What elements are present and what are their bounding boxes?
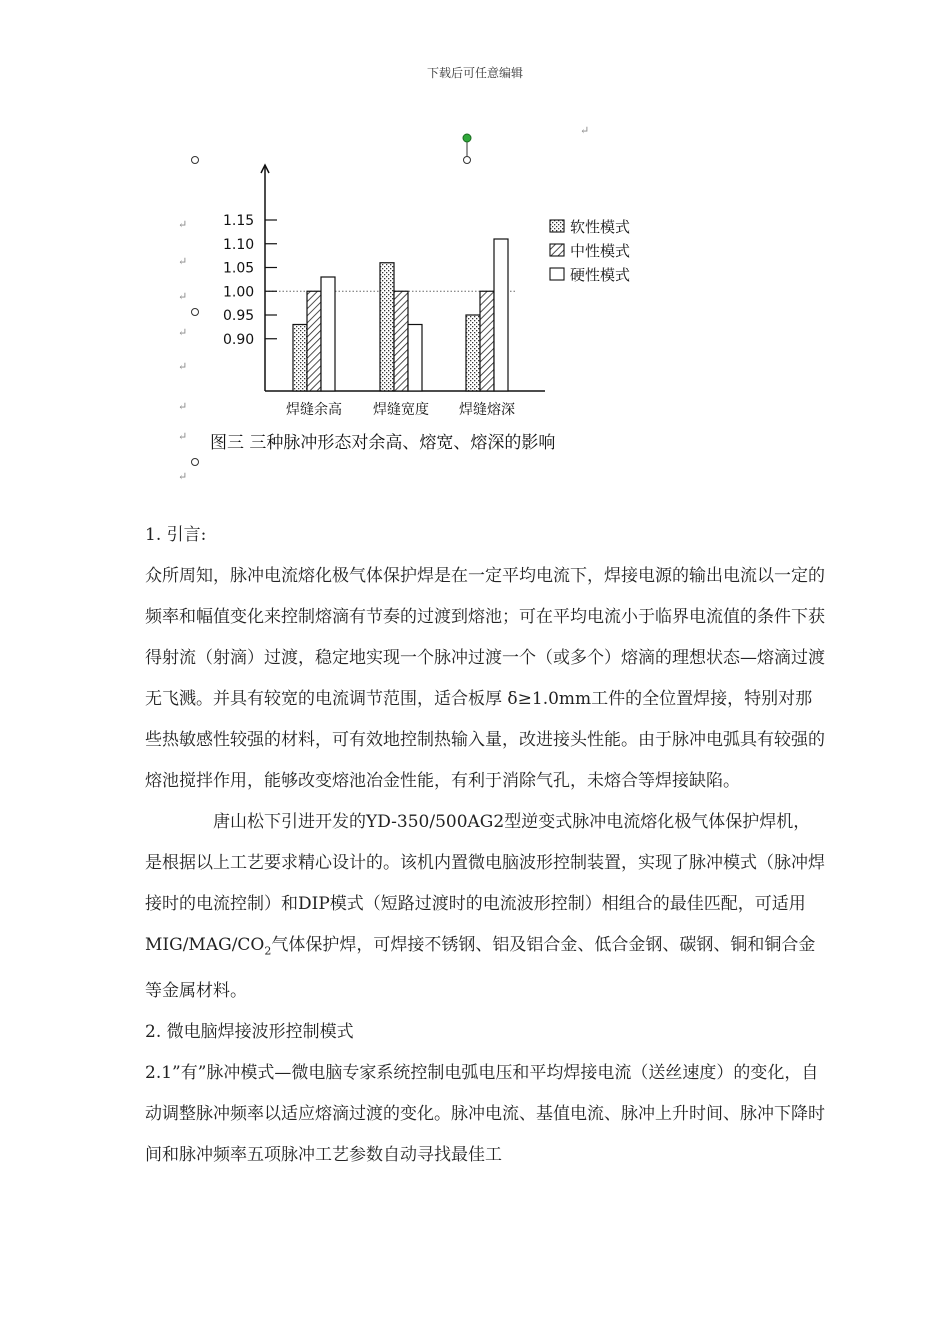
return-mark: ↵ bbox=[580, 124, 590, 137]
resize-handle-icon bbox=[192, 157, 199, 164]
return-mark: ↵ bbox=[178, 470, 188, 483]
legend-swatch bbox=[550, 268, 564, 280]
legend-swatch bbox=[550, 244, 564, 256]
chart-title: 图三 三种脉冲形态对余高、熔宽、熔深的影响 bbox=[210, 433, 556, 453]
bar-2-2 bbox=[394, 291, 408, 391]
return-mark: ↵ bbox=[178, 255, 188, 268]
paragraph-2 bbox=[145, 802, 825, 1012]
legend-label: 硬性模式 bbox=[570, 266, 631, 284]
paragraph-2-subscript: 2 bbox=[264, 944, 272, 958]
category-label: 焊缝余高 bbox=[286, 402, 342, 418]
y-tick-label: 1.05 bbox=[223, 260, 255, 277]
bar-1-1 bbox=[293, 325, 307, 392]
paragraph-3: 2.1”有”脉冲模式—微电脑专家系统控制电弧电压和平均焊接电流（送丝速度）的变化，自动调整脉冲频率以适应熔滴过渡的变化。脉冲电流、基值电流、脉冲上升时间、脉冲下降时间和脉冲频率五项脉冲工艺参数自动寻找最佳工 bbox=[145, 1063, 825, 1166]
y-tick-label: 0.90 bbox=[223, 331, 255, 348]
paragraph-1: 众所周知，脉冲电流熔化极气体保护焊是在一定平均电流下，焊接电源的输出电流以一定的频率和幅值变化来控制熔滴有节奏的过渡到熔池；可在平均电流小于临界电流值的条件下获得射流（射滴）过渡，稳定地实现一个脉冲过渡一个（或多个）熔滴的理想状态—熔滴过渡无飞溅。并具有较宽的电流调节范围，适合板厚 δ≥1.0mm工件的全位置焊接，特别对那些热敏感性较强的材料，可有效地控制热输入量，改进接头性能。由于脉冲电弧具有较强的熔池搅拌作用，能够改变熔池冶金性能，有利于消除气孔，未熔合等焊接缺陷。 bbox=[145, 566, 825, 791]
paragraph-2-text-a: 唐山松下引进开发的YD-350/500AG2型逆变式脉冲电流熔化极气体保护焊机，是根据以上工艺要求精心设计的。该机内置微电脑波形控制装置，实现了脉冲模式（脉冲焊接时的电流控制）和DIP模式（短路过渡时的电流波形控制）相组合的最佳匹配，可适用MIG/MAG/CO bbox=[145, 812, 825, 955]
legend-swatch bbox=[550, 220, 564, 232]
heading-intro: 1. 引言: bbox=[145, 525, 207, 545]
heading-waveform-control: 2. 微电脑焊接波形控制模式 bbox=[145, 1022, 354, 1043]
y-tick-label: 0.95 bbox=[223, 308, 255, 324]
category-label: 焊缝熔深 bbox=[459, 402, 515, 418]
return-mark: ↵ bbox=[178, 326, 188, 339]
y-tick-label: 1.10 bbox=[223, 236, 255, 253]
category-label: 焊缝宽度 bbox=[373, 402, 429, 418]
figure-chart bbox=[170, 120, 665, 490]
rotate-handle-icon bbox=[463, 134, 471, 142]
resize-handle-icon bbox=[464, 157, 471, 164]
bar-chart bbox=[170, 120, 665, 490]
bar-3-1 bbox=[321, 277, 335, 391]
legend-label: 中性模式 bbox=[570, 242, 631, 260]
return-mark: ↵ bbox=[178, 218, 188, 231]
return-mark: ↵ bbox=[178, 360, 188, 373]
return-mark: ↵ bbox=[178, 290, 188, 303]
return-mark: ↵ bbox=[178, 430, 188, 443]
page-header: 下载后可任意编辑 bbox=[426, 66, 523, 80]
bar-3-3 bbox=[494, 239, 508, 391]
bar-2-3 bbox=[480, 291, 494, 391]
return-mark: ↵ bbox=[178, 400, 188, 413]
article-body bbox=[145, 515, 825, 1176]
paragraph-2-text-b: 气体保护焊，可焊接不锈钢、铝及铝合金、低合金钢、碳钢、铜和铜合金等金属材料。 bbox=[145, 935, 816, 1002]
resize-handle-icon bbox=[192, 459, 199, 466]
legend-label: 软性模式 bbox=[570, 218, 631, 236]
y-tick-label: 1.00 bbox=[223, 284, 255, 301]
bar-1-3 bbox=[466, 315, 480, 391]
bar-2-1 bbox=[307, 291, 321, 391]
bar-3-2 bbox=[408, 325, 422, 392]
bar-1-2 bbox=[380, 263, 394, 391]
y-tick-label: 1.15 bbox=[223, 213, 255, 229]
resize-handle-icon bbox=[192, 309, 199, 316]
